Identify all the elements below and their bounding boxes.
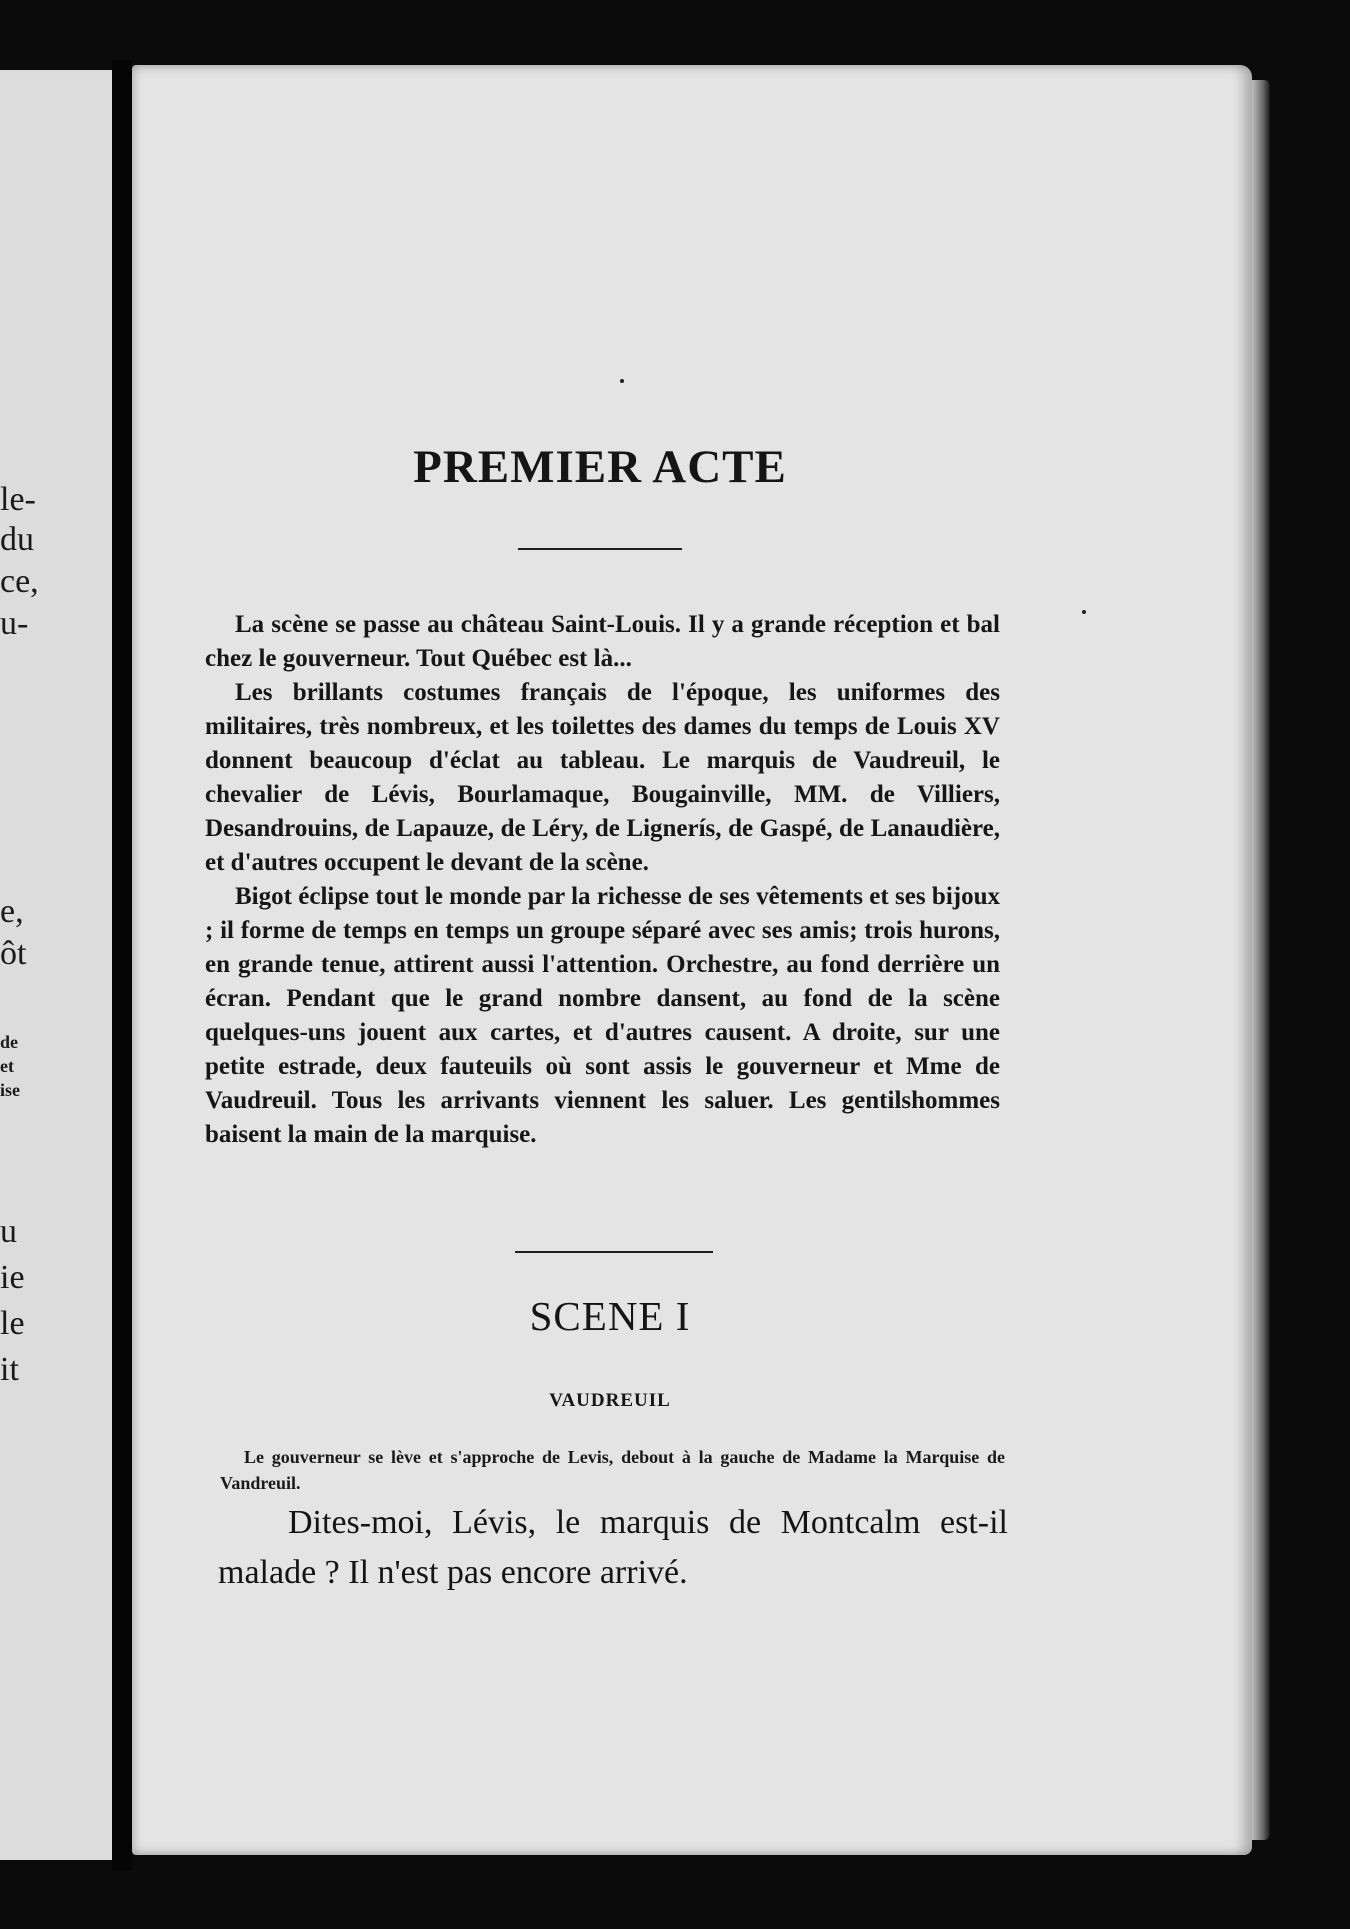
left-text-fragment: u-: [0, 605, 29, 642]
description-paragraph: La scène se passe au château Saint-Louis. Il y a grande réception et bal chez le gouverneur. Tout Québec est là...: [205, 611, 1000, 672]
dialogue: [218, 1498, 1008, 1598]
page-speck: [1082, 610, 1086, 614]
book-spine: [112, 60, 132, 1870]
description-paragraph: Bigot éclipse tout le monde par la richesse de ses vêtements et ses bijoux ; il forme de temps en temps un groupe séparé avec ses amis; trois hurons, en grande tenue, attirent aussi l'attention. Orchestre, au fond derrière un écran. Pendant que le grand nombre dansent, au fond de la scène quelques-uns jouent aux cartes, et d'autres causent. A droite, sur une petite estrade, deux fauteuils où sont assis le gouverneur et Mme de Vaudreuil. Tous les arrivants viennent les saluer. Les gentilshommes baisent la main de la marquise.: [205, 883, 1000, 1148]
scene-title: SCENE I: [529, 1293, 691, 1339]
speaker-name: VAUDREUIL: [549, 1390, 671, 1411]
left-text-fragment: it: [0, 1351, 19, 1388]
section-rule: [515, 1251, 713, 1253]
stage-direction-text: Le gouverneur se lève et s'approche de Levis, debout à la gauche de Madame la Marquise de Vandreuil.: [220, 1447, 1005, 1493]
left-text-fragment: le: [0, 1305, 25, 1342]
left-text-fragment: et: [0, 1056, 14, 1076]
left-text-fragment: de: [0, 1032, 18, 1052]
page-edge: [1252, 80, 1270, 1840]
act-title: PREMIER ACTE: [413, 441, 787, 493]
left-text-fragment: e,: [0, 893, 24, 930]
title-rule: [518, 548, 682, 550]
left-text-fragment: ce,: [0, 563, 39, 600]
left-text-fragment: ôt: [0, 935, 27, 972]
page-speck: [620, 379, 624, 383]
left-text-fragment: ie: [0, 1259, 25, 1296]
left-text-fragment: ise: [0, 1080, 20, 1100]
stage-direction: [220, 1444, 1005, 1496]
left-text-fragment: du: [0, 521, 34, 558]
left-page-fragment: [0, 70, 112, 1860]
left-text-fragment: u: [0, 1213, 17, 1250]
left-text-fragment: le-: [0, 481, 36, 518]
dialogue-line: Dites-moi, Lévis, le marquis de Montcalm est-il malade ? Il n'est pas encore arrivé.: [218, 1504, 1008, 1591]
description-paragraph: Les brillants costumes français de l'époque, les uniformes des militaires, très nombreux, et les toilettes des dames du temps de Louis XV donnent beaucoup d'éclat au tableau. Le marquis de Vaudreuil, le chevalier de Lévis, Bourlamaque, Bougainville, MM. de Villiers, Desandrouins, de Lapauze, de Léry, de Lignerís, de Gaspé, de Lanaudière, et d'autres occupent le devant de la scène.: [205, 679, 1000, 876]
act-description: [205, 608, 1000, 1152]
